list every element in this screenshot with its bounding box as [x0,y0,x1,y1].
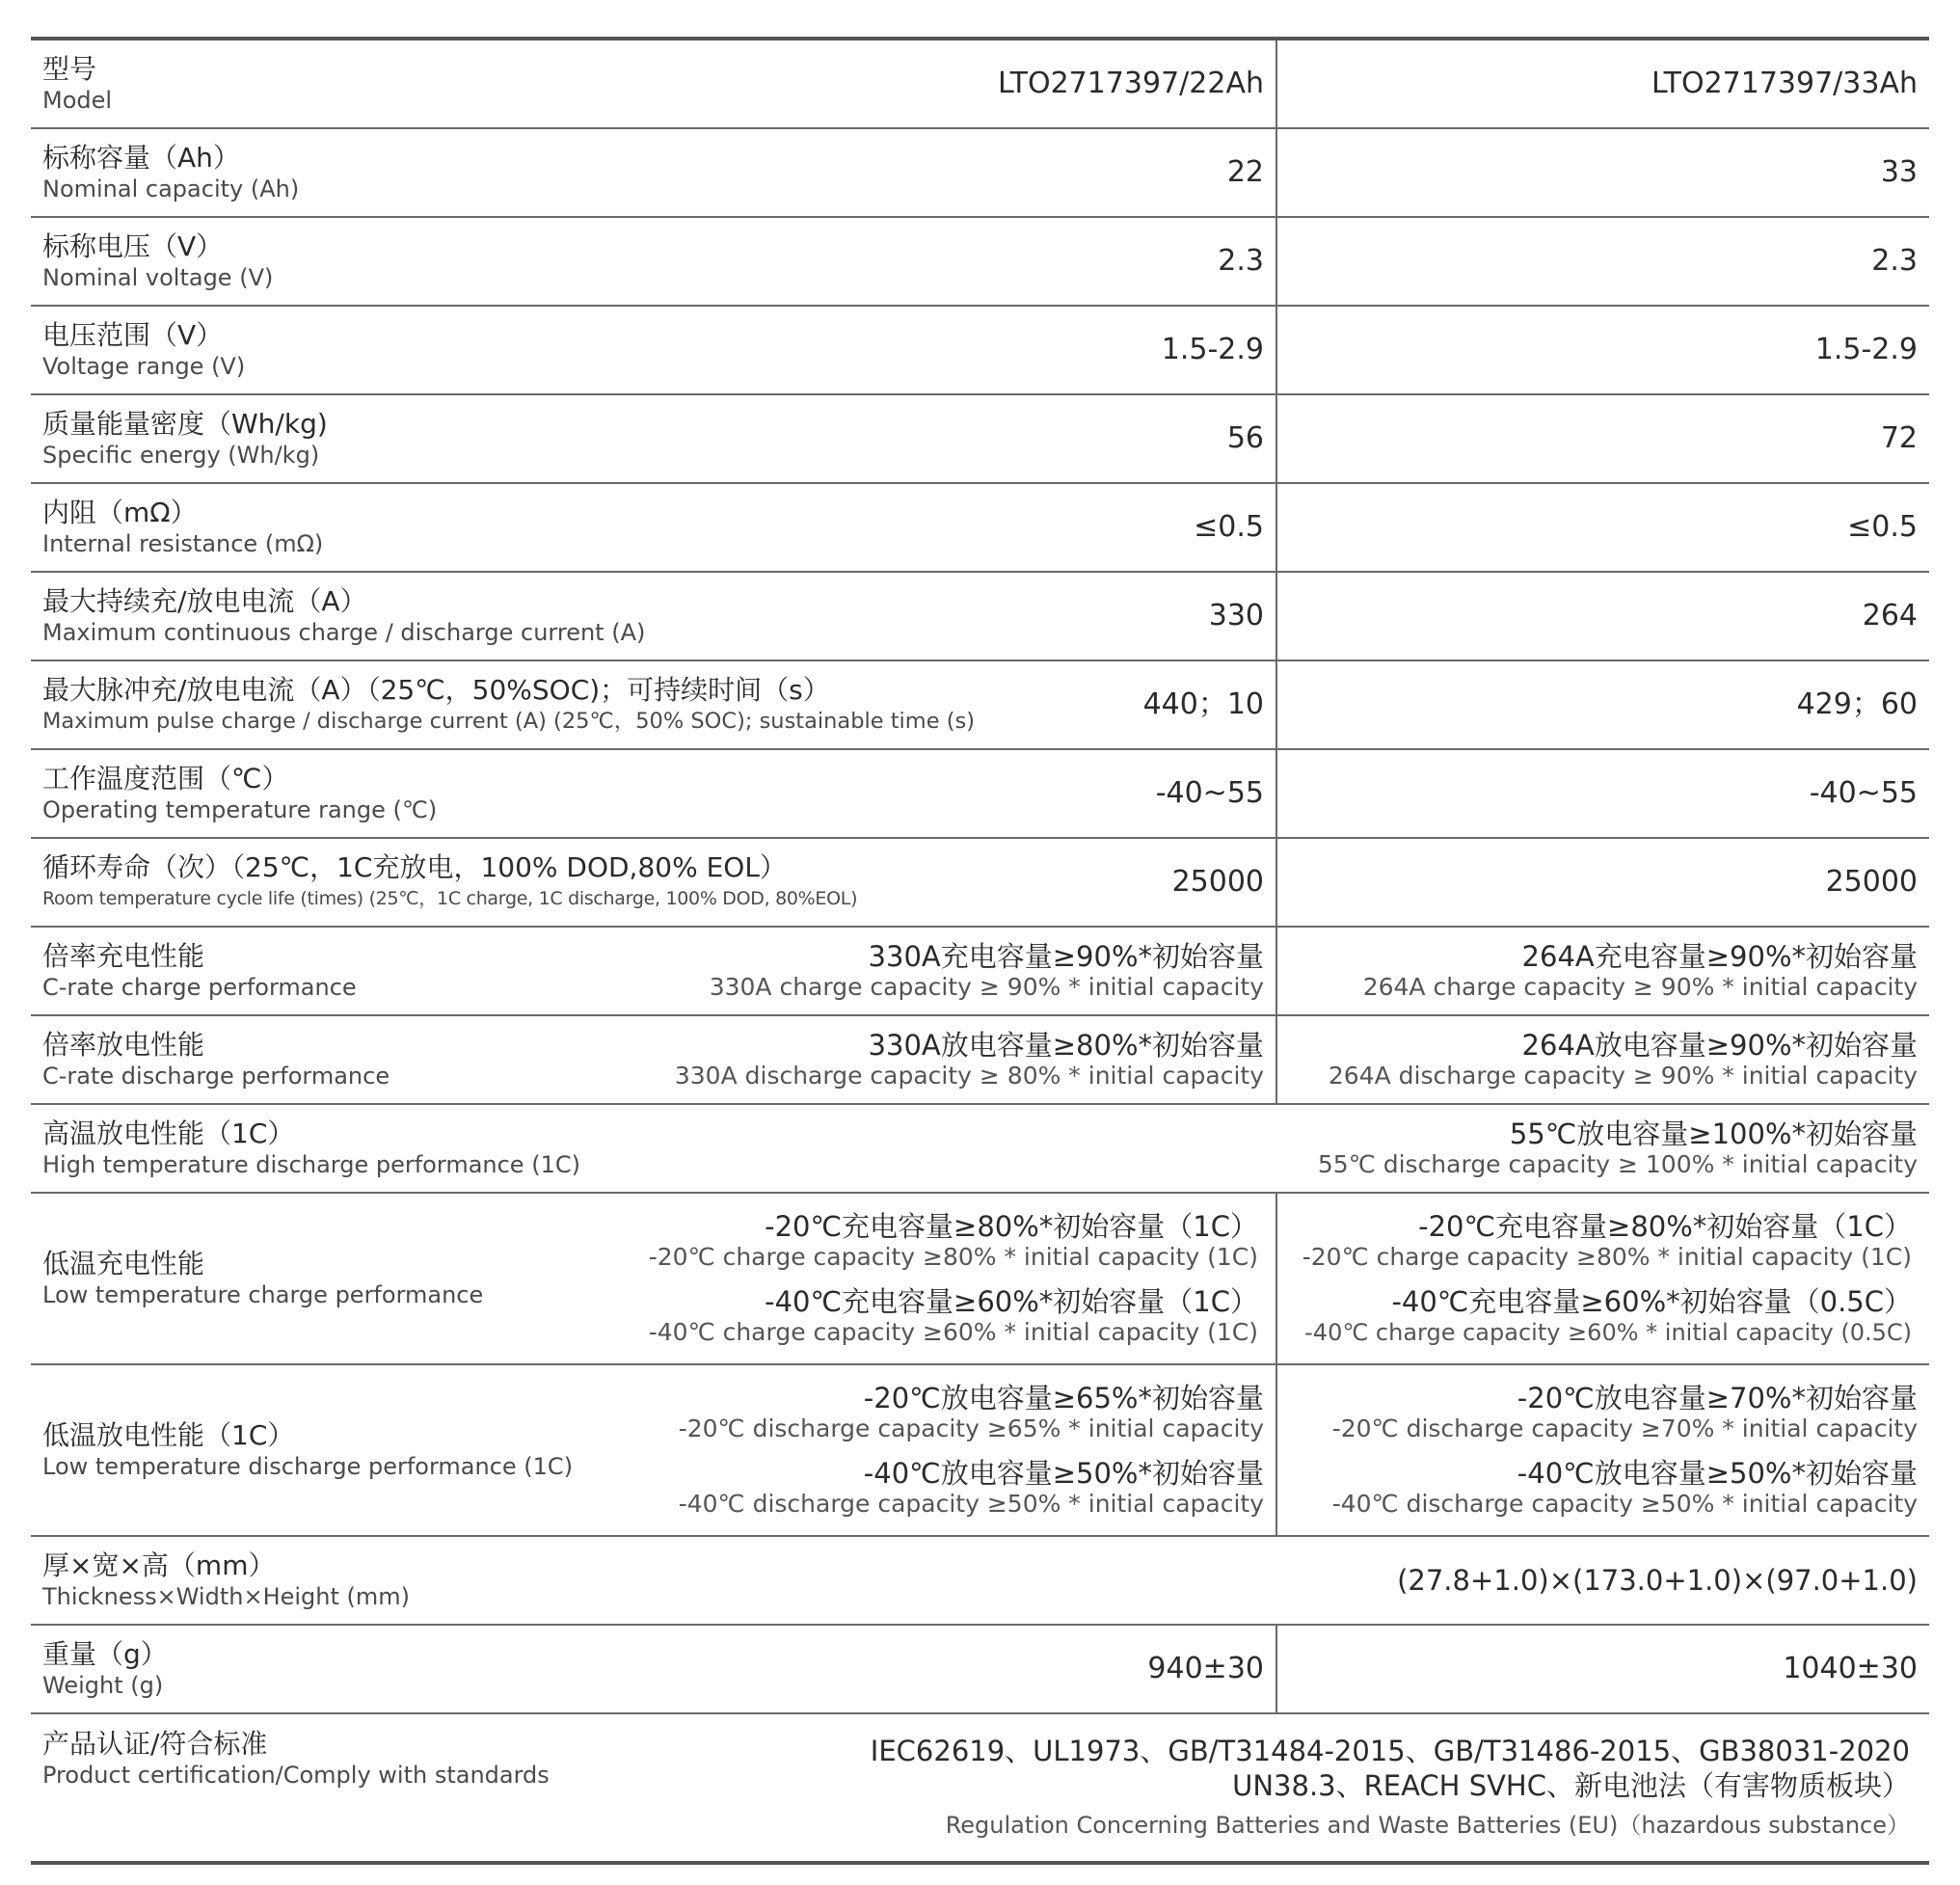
value-22ah [641,484,1277,571]
row-nominal-voltage [31,218,1929,307]
row-label [31,1714,641,1861]
value-text: 72 [1880,421,1918,455]
value-en: -20℃ charge capacity ≥80% * initial capacity (1C) [1302,1243,1912,1271]
value-zh: -20℃放电容量≥70%*初始容量 [1517,1382,1918,1414]
value-text: 429；60 [1796,687,1918,721]
label-en: Nominal voltage (V) [42,264,274,291]
value-33ah [1277,1194,1929,1363]
label-en: Low temperature charge performance [42,1281,484,1308]
value-text: 33 [1880,155,1918,189]
value-33ah [1277,573,1929,660]
value-en: -20℃ discharge capacity ≥65% * initial capacity [678,1414,1264,1442]
row-operating-temperature [31,750,1929,839]
row-low-temp-charge [31,1194,1929,1365]
value-en: -40℃ charge capacity ≥60% * initial capacity (1C) [648,1318,1258,1346]
value-33ah [1277,1626,1929,1712]
value-en: 330A charge capacity ≥ 90% * initial capacity [709,973,1264,1001]
value-22ah [641,1194,1277,1363]
label-zh: 质量能量密度（Wh/kg) [42,408,328,440]
value-33ah [1277,1016,1929,1103]
row-label [31,129,641,216]
value-en: 264A charge capacity ≥ 90% * initial capacity [1362,973,1918,1001]
value-zh: -40℃充电容量≥60%*初始容量（0.5C） [1391,1285,1912,1318]
value-text: 25000 [1825,865,1918,899]
row-label [31,307,641,393]
value-text: 1040±30 [1783,1652,1918,1685]
value-22ah [641,1626,1277,1712]
value-text: 1.5-2.9 [1814,333,1918,366]
value-text: LTO2717397/22Ah [998,67,1264,100]
label-zh: 低温放电性能（1C） [42,1419,295,1451]
value-zh: -40℃放电容量≥50%*初始容量 [863,1457,1264,1490]
row-label [31,1194,641,1363]
row-cycle-life [31,839,1929,928]
label-zh: 低温充电性能 [42,1248,205,1279]
value-en: 264A discharge capacity ≥ 90% * initial capacity [1328,1062,1918,1090]
value-text: LTO2717397/33Ah [1651,67,1918,100]
row-label [31,573,646,660]
label-zh: 标称容量（Ah） [42,142,240,174]
value-zh: 264A放电容量≥90%*初始容量 [1521,1029,1918,1062]
value-text: -40~55 [1809,776,1918,810]
row-max-pulse-current [31,661,1929,750]
value-text: ≤0.5 [1847,510,1918,544]
value-zh: -20℃充电容量≥80%*初始容量（1C） [765,1210,1258,1243]
value-text: 2.3 [1218,244,1264,278]
value-zh: -40℃放电容量≥50%*初始容量 [1517,1457,1918,1490]
row-label [31,395,641,482]
row-label [31,1016,641,1103]
value-22ah [641,750,1277,837]
value-text: ≤0.5 [1194,510,1264,544]
value-22ah [641,1365,1277,1535]
value-text: -40~55 [1155,776,1264,810]
label-zh: 倍率放电性能 [42,1029,205,1061]
row-label [31,750,641,837]
value-text: 2.3 [1871,244,1918,278]
row-dimensions [31,1537,1929,1626]
value-text: 25000 [1171,865,1264,899]
row-high-temp-discharge [31,1105,1929,1194]
standards-line-1: IEC62619、UL1973、GB/T31484-2015、GB/T31486-2015、GB38031-2020 [870,1735,1910,1767]
label-en: Room temperature cycle life (times) (25℃，1C charge, 1C discharge, 100% DOD, 80%EOL) [42,888,858,909]
row-max-continuous-current [31,573,1929,661]
label-zh: 电压范围（V） [42,319,224,351]
row-label [31,484,641,571]
value-text: 264 [1862,599,1918,633]
row-label [31,218,641,305]
value-en: -20℃ discharge capacity ≥70% * initial capacity [1331,1414,1918,1442]
value-22ah [641,928,1277,1014]
label-zh: 标称电压（V） [42,230,224,262]
value-22ah [641,129,1277,216]
value-zh: 330A充电容量≥90%*初始容量 [868,940,1264,973]
value-33ah [1277,1365,1929,1535]
value-33ah [1277,750,1929,837]
value-22ah [641,1016,1277,1103]
label-zh: 工作温度范围（℃） [42,763,289,794]
row-certification [31,1714,1929,1861]
value-22ah [641,307,1277,393]
label-en: Weight (g) [42,1672,164,1699]
row-c-rate-discharge [31,1016,1929,1105]
value-22ah [641,839,1277,926]
standards-line-2: UN38.3、REACH SVHC、新电池法（有害物质板块） [1232,1769,1910,1802]
label-en: C-rate discharge performance [42,1063,390,1090]
value-zh: -20℃放电容量≥65%*初始容量 [863,1382,1264,1414]
value-22ah [641,395,1277,482]
row-label [31,1105,641,1192]
label-en: Specific energy (Wh/kg) [42,442,320,469]
value-22ah [641,40,1277,127]
value-text: 1.5-2.9 [1161,333,1264,366]
label-zh: 型号 [42,53,97,85]
value-33ah [1277,129,1929,216]
row-weight [31,1626,1929,1714]
label-zh: 高温放电性能（1C） [42,1118,295,1149]
row-label [31,1537,641,1624]
value-en: -40℃ discharge capacity ≥50% * initial capacity [1331,1490,1918,1518]
value-zh: -40℃充电容量≥60%*初始容量（1C） [765,1285,1258,1318]
value-33ah [1277,484,1929,571]
label-en: Internal resistance (mΩ) [42,530,324,557]
label-en: High temperature discharge performance (1C) [42,1151,580,1178]
value-text: 330 [1208,599,1264,633]
value-en: 330A discharge capacity ≥ 80% * initial capacity [674,1062,1264,1090]
label-zh: 内阻（mΩ） [42,497,198,528]
label-en: Thickness×Width×Height (mm) [42,1583,411,1610]
value-shared [641,1537,1929,1624]
row-label [31,40,641,127]
label-en: Voltage range (V) [42,353,246,380]
row-label [31,1365,641,1535]
value-33ah [1277,661,1929,748]
value-en: 55℃ discharge capacity ≥ 100% * initial capacity [1317,1150,1918,1178]
row-label [31,928,641,1014]
row-nominal-capacity [31,129,1929,218]
row-label [31,1626,641,1712]
value-shared [641,1105,1929,1192]
value-zh: 330A放电容量≥80%*初始容量 [868,1029,1264,1062]
value-en: -40℃ charge capacity ≥60% * initial capacity (0.5C) [1304,1319,1912,1346]
label-en: Product certification/Comply with standards [42,1762,550,1789]
label-zh: 厚×宽×高（mm） [42,1549,276,1581]
value-text: 940±30 [1147,1652,1264,1685]
row-label [31,661,975,748]
value-22ah [641,573,1277,660]
label-zh: 倍率充电性能 [42,940,205,972]
row-c-rate-charge [31,928,1929,1016]
row-internal-resistance [31,484,1929,573]
label-en: Operating temperature range (℃) [42,796,438,823]
label-en: Maximum continuous charge / discharge current (A) [42,619,646,646]
value-en: -40℃ discharge capacity ≥50% * initial capacity [678,1490,1264,1518]
value-text: (27.8+1.0)×(173.0+1.0)×(97.0+1.0) [1397,1564,1918,1597]
value-text: 440；10 [1142,687,1264,721]
value-zh: 55℃放电容量≥100%*初始容量 [1509,1118,1918,1150]
value-text: 22 [1226,155,1264,189]
row-voltage-range [31,307,1929,395]
value-22ah [641,218,1277,305]
value-text: 56 [1226,421,1264,455]
label-zh: 最大持续充/放电电流（A） [42,585,367,617]
row-specific-energy [31,395,1929,484]
label-en: C-rate charge performance [42,974,357,1001]
value-33ah [1277,839,1929,926]
label-en: Maximum pulse charge / discharge current (A) (25℃，50% SOC); sustainable time (s) [42,709,975,734]
value-en: -20℃ charge capacity ≥80% * initial capacity (1C) [648,1243,1258,1271]
label-zh: 最大脉冲充/放电电流（A）（25℃，50%SOC)；可持续时间（s） [42,674,830,706]
spec-table [31,37,1929,1865]
label-en: Nominal capacity (Ah) [42,175,300,202]
row-model [31,40,1929,129]
row-low-temp-discharge [31,1365,1929,1537]
value-33ah [1277,928,1929,1014]
row-label [31,839,858,926]
label-zh: 重量（g） [42,1638,168,1670]
value-22ah [641,661,1277,748]
value-33ah [1277,218,1929,305]
value-33ah [1277,395,1929,482]
value-standards [641,1714,1929,1861]
label-zh: 循环寿命（次）（25℃，1C充放电，100% DOD,80% EOL） [42,851,787,883]
label-en: Low temperature discharge performance (1C) [42,1453,574,1480]
label-en: Model [42,87,113,114]
value-33ah [1277,307,1929,393]
standards-line-3: Regulation Concerning Batteries and Waste Batteries (EU)（hazardous substance） [945,1812,1910,1839]
value-zh: -20℃充电容量≥80%*初始容量（1C） [1418,1210,1912,1243]
value-zh: 264A充电容量≥90%*初始容量 [1521,940,1918,973]
value-33ah [1277,40,1929,127]
label-zh: 产品认证/符合标准 [42,1728,268,1760]
